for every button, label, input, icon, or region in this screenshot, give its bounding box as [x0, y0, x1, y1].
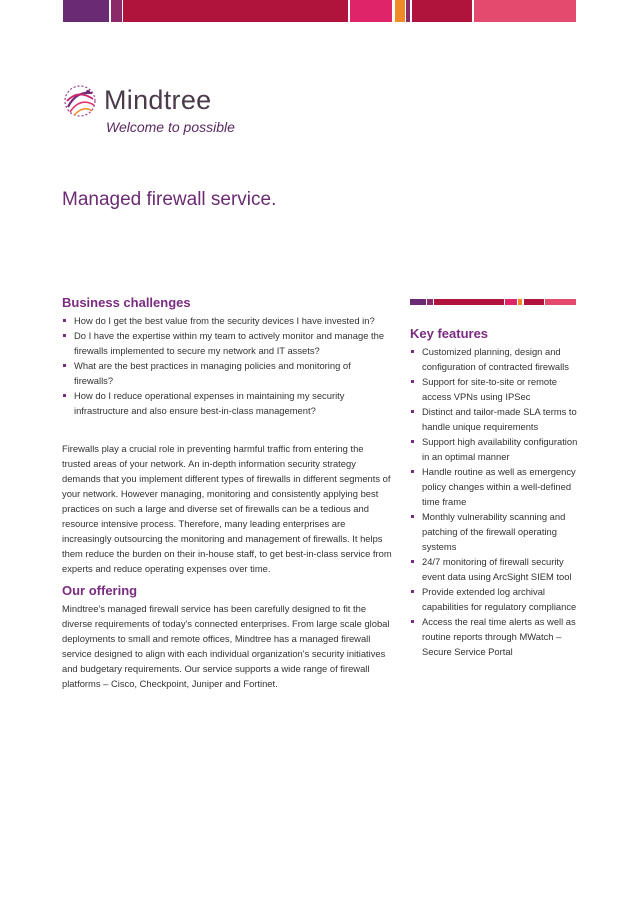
list-item: Support for site-to-site or remote access VPNs using IPSec: [410, 374, 580, 404]
bar-segment: [524, 299, 544, 305]
list-item: Access the real time alerts as well as routine reports through MWatch – Secure Service Portal: [410, 614, 580, 659]
list-item: Handle routine as well as emergency policy changes within a well-defined time frame: [410, 464, 580, 509]
band-segment: [406, 0, 410, 22]
business-challenges-list: [62, 313, 392, 418]
business-challenges-heading: Business challenges: [62, 295, 191, 310]
band-segment: [395, 0, 405, 22]
business-challenges-paragraph: Firewalls play a crucial role in preventing harmful traffic from entering the trusted areas of your network. An in-depth information security strategy demands that you implement different types of firewalls in different segments of your network. However managing, monitoring and consistently applying best practices on such a large and diverse set of firewalls can be a tedious and resource intensive process. Therefore, many leading enterprises are increasingly outsourcing the monitoring and management of firewalls. It helps them reduce the burden on their in-house staff, to get best-in-class service from experts and reduce operating expenses over time.: [62, 443, 392, 574]
bar-segment: [545, 299, 576, 305]
list-item: Monthly vulnerability scanning and patching of the firewall operating systems: [410, 509, 580, 554]
list-item: Do I have the expertise within my team to actively monitor and manage the firewalls implemented to secure my network and IT assets?: [62, 328, 392, 358]
list-item: Distinct and tailor-made SLA terms to handle unique requirements: [410, 404, 580, 434]
right-column: [410, 326, 580, 659]
top-color-band: [0, 0, 638, 22]
band-segment: [111, 0, 122, 22]
bar-segment: [410, 299, 426, 305]
list-item: Customized planning, design and configuration of contracted firewalls: [410, 344, 580, 374]
left-column: [62, 295, 392, 691]
key-features-color-bar: [410, 299, 576, 305]
our-offering-heading: Our offering: [62, 583, 138, 598]
band-segment: [350, 0, 392, 22]
list-item: Provide extended log archival capabilities for regulatory compliance: [410, 584, 580, 614]
key-features-heading: Key features: [410, 326, 489, 341]
brand-tagline: Welcome to possible: [106, 119, 235, 135]
band-segment: [412, 0, 472, 22]
list-item: How do I reduce operational expenses in maintaining my security infrastructure and also ensure best-in-class management?: [62, 388, 392, 418]
bar-segment: [518, 299, 522, 305]
list-item: 24/7 monitoring of firewall security event data using ArcSight SIEM tool: [410, 554, 580, 584]
list-item: How do I get the best value from the security devices I have invested in?: [62, 313, 392, 328]
bar-segment: [427, 299, 433, 305]
list-item: Support high availability configuration in an optimal manner: [410, 434, 580, 464]
brand-name: Mindtree: [104, 85, 212, 115]
bar-segment: [434, 299, 504, 305]
our-offering-section: [62, 583, 392, 691]
key-features-list: [410, 344, 580, 659]
list-item: What are the best practices in managing policies and monitoring of firewalls?: [62, 358, 392, 388]
band-segment: [63, 0, 109, 22]
band-segment: [123, 0, 348, 22]
band-segment: [474, 0, 576, 22]
page-title: Managed firewall service.: [62, 189, 277, 210]
mindtree-logo: [62, 83, 242, 135]
mindtree-swirl-icon: [62, 83, 98, 119]
bar-segment: [505, 299, 517, 305]
our-offering-paragraph: Mindtree's managed firewall service has been carefully designed to fit the diverse requirements of today's connected enterprises. From large scale global deployments to small and remote offices, Mindtree has a managed firewall service designed to align with each individual organization's security initiatives and budgetary requirements. Our service supports a wide range of firewall platforms – Cisco, Checkpoint, Juniper and Fortinet.: [62, 603, 390, 689]
